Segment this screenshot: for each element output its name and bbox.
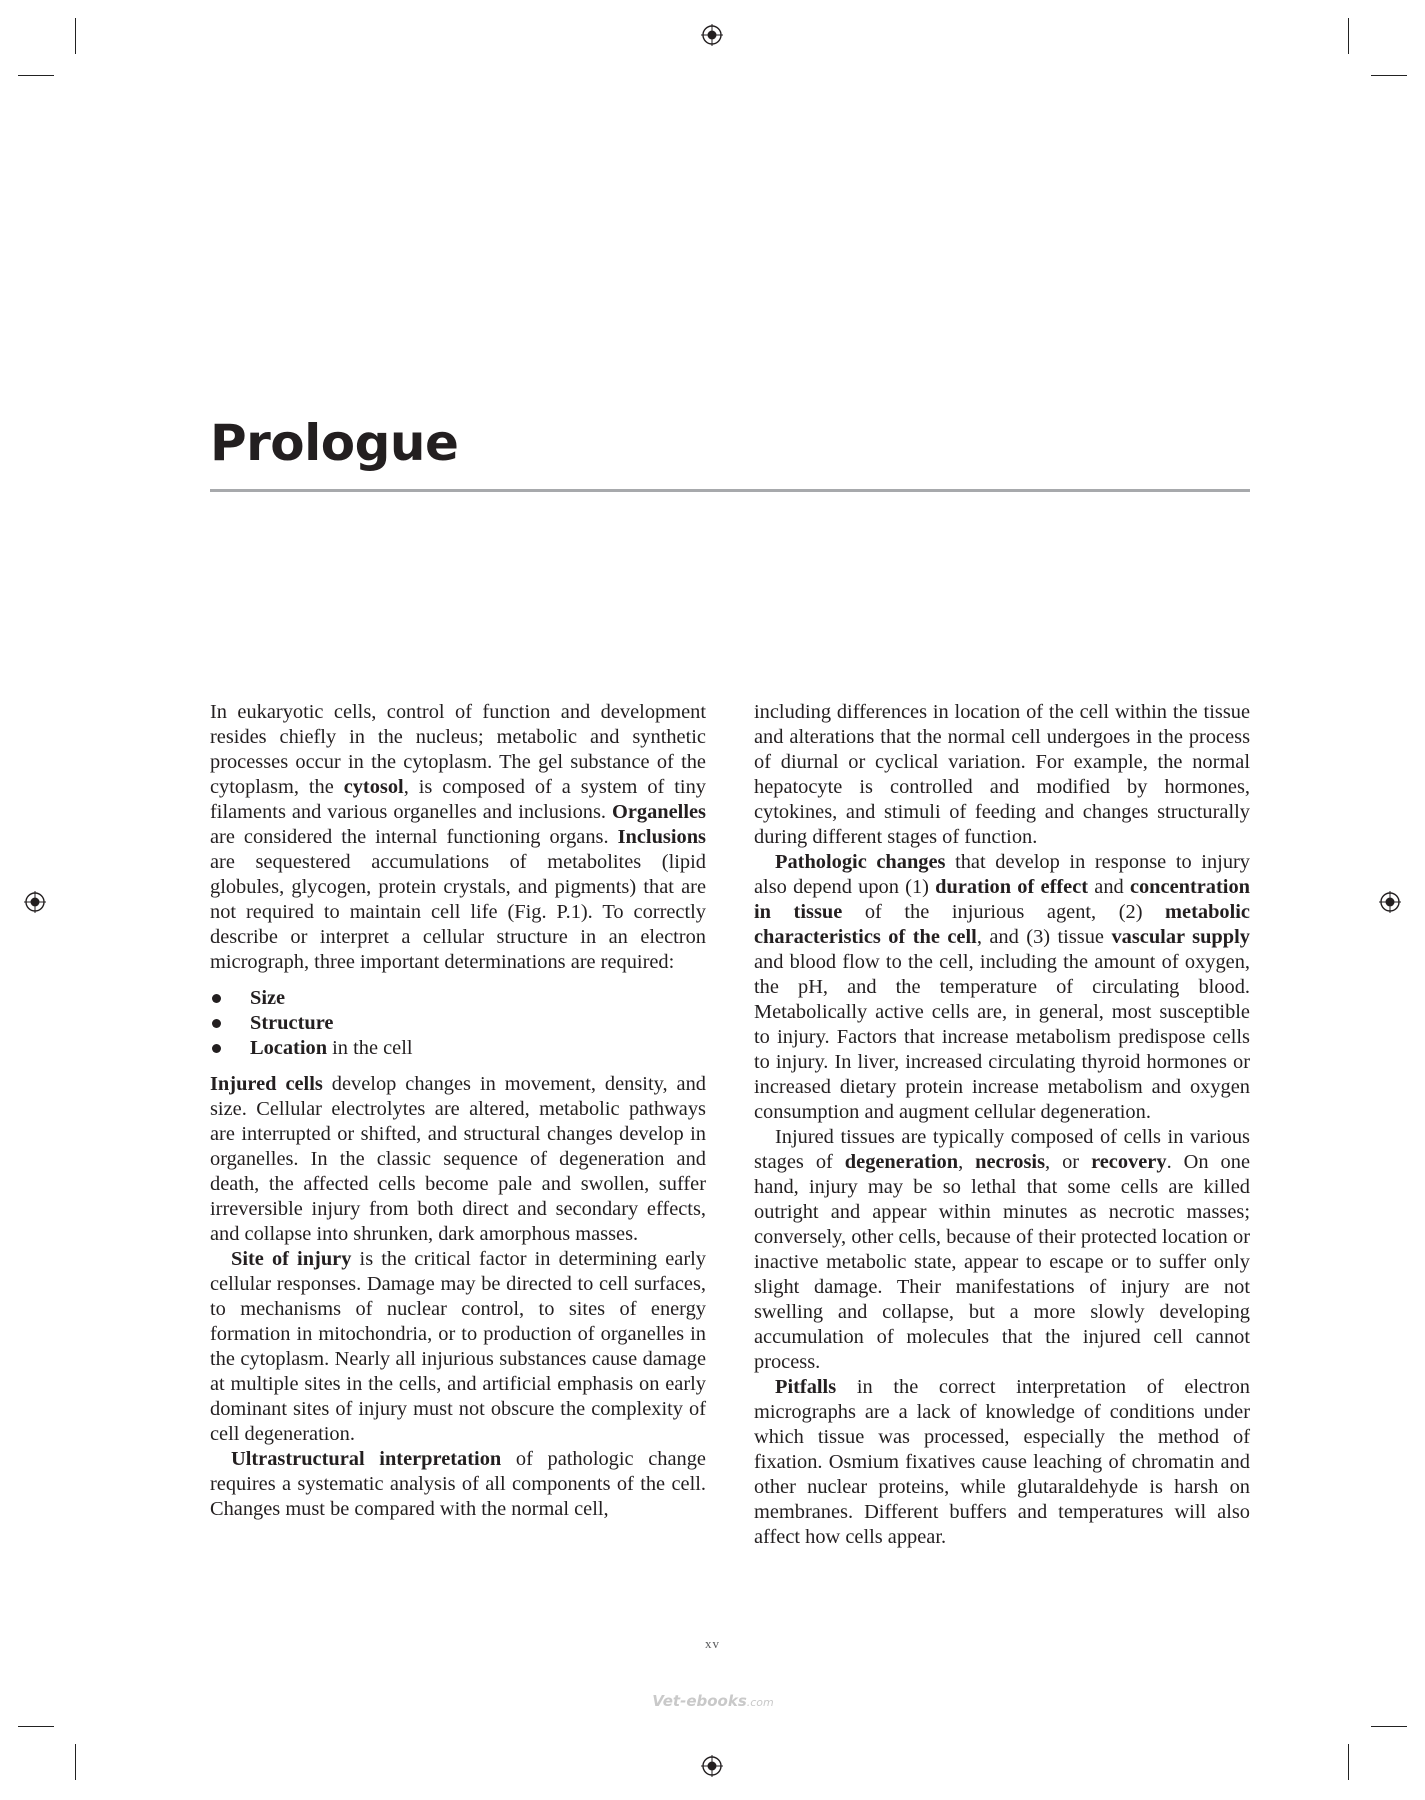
left-column bbox=[210, 700, 706, 1522]
watermark bbox=[648, 1692, 778, 1710]
bullet-icon bbox=[212, 1019, 221, 1028]
registration-mark-right-icon bbox=[1379, 891, 1401, 913]
bold-term: Inclusions bbox=[617, 826, 706, 848]
page-title: Prologue bbox=[210, 414, 459, 472]
bullet-icon bbox=[212, 994, 221, 1003]
text-run: is the critical factor in determining early cellular responses. Damage may be directed to cell surfaces, to mechanisms of nuclear control, to sites of energy formation in mitochondria, or to production of organelles in the cytoplasm. Nearly all injurious substances cause damage at multiple sites in the cells, and artificial emphasis on early dominant sites of injury must not obscure the complexity of cell degeneration. bbox=[210, 1248, 706, 1445]
text-run: , is composed of a system of tiny filaments and various organelles and inclusions. bbox=[210, 776, 706, 823]
bold-term: Ultrastructural interpretation bbox=[231, 1448, 502, 1470]
text-run: of pathologic change requires a systematic analysis of all components of the cell. Changes must be compared with the normal cell, bbox=[210, 1448, 706, 1520]
paragraph-injured-cells bbox=[210, 1072, 706, 1247]
text-run: , or bbox=[1045, 1151, 1092, 1173]
bold-term: recovery bbox=[1091, 1151, 1167, 1173]
right-column bbox=[754, 700, 1250, 1550]
crop-mark-bottom-left bbox=[75, 1744, 76, 1780]
bold-term: Pathologic changes bbox=[775, 851, 946, 873]
crop-mark-top-right-horizontal bbox=[1371, 75, 1407, 76]
paragraph-injured-tissues bbox=[754, 1125, 1250, 1375]
paragraph-pitfalls bbox=[754, 1375, 1250, 1550]
watermark-suffix: .com bbox=[746, 1696, 774, 1709]
text-run: In eukaryotic cells, control of function and development resides chiefly in the nucleus; metabolic and synthetic processes occur in the cytoplasm. The gel substance of the cytoplasm, the bbox=[210, 701, 706, 798]
determinations-list bbox=[210, 986, 706, 1061]
crop-mark-bottom-left-horizontal bbox=[18, 1726, 54, 1727]
text-run: , and (3) tissue bbox=[976, 926, 1112, 948]
title-rule bbox=[210, 489, 1250, 492]
text-run: in the correct interpretation of electron micrographs are a lack of knowledge of conditions under which tissue was processed, especially the method of fixation. Osmium fixatives cause leaching of chromatin and other nuclear proteins, while glutaraldehyde is harsh on membranes. Different buffers and temperatures will also affect how cells appear. bbox=[754, 1376, 1250, 1548]
bold-term: cytosol bbox=[343, 776, 404, 798]
paragraph-ultrastructural bbox=[210, 1447, 706, 1522]
text-run: are considered the internal functioning organs. bbox=[210, 826, 618, 848]
text-run: and bbox=[1088, 876, 1130, 898]
bold-term: Size bbox=[250, 987, 286, 1009]
crop-mark-top-left bbox=[75, 18, 76, 54]
text-run: develop changes in movement, density, and size. Cellular electrolytes are altered, metabolic pathways are interrupted or shifted, and structural changes develop in organelles. In the classic sequence of degeneration and death, the affected cells become pale and swollen, suffer irreversible injury from both direct and secondary effects, and collapse into shrunken, dark amorphous masses. bbox=[210, 1073, 707, 1245]
text-run: including differences in location of the cell within the tissue and alterations that the normal cell undergoes in the process of diurnal or cyclical variation. For example, the normal hepatocyte is controlled and modified by hormones, cytokines, and stimuli of feeding and changes structurally during different stages of function. bbox=[754, 701, 1250, 848]
crop-mark-bottom-right bbox=[1348, 1744, 1349, 1780]
bold-term: vascular supply bbox=[1111, 926, 1250, 948]
paragraph-site-of-injury bbox=[210, 1247, 706, 1447]
bold-term: Pitfalls bbox=[775, 1376, 837, 1398]
crop-mark-bottom-right-horizontal bbox=[1371, 1726, 1407, 1727]
text-run: , bbox=[958, 1151, 976, 1173]
list-item bbox=[210, 1011, 706, 1036]
bullet-icon bbox=[212, 1044, 221, 1053]
text-run: of the injurious agent, (2) bbox=[842, 901, 1166, 923]
bold-term: concentration in tissue bbox=[754, 876, 1250, 923]
bold-term: Location bbox=[250, 1037, 328, 1059]
text-run: are sequestered accumulations of metabolites (lipid globules, glycogen, protein crystals, and pigments) that are not required to maintain cell life (Fig. P.1). To correctly describe or interpret a cellular structure in an electron micrograph, three important determinations are required: bbox=[210, 851, 706, 973]
bold-term: necrosis bbox=[975, 1151, 1046, 1173]
bold-term: degeneration bbox=[844, 1151, 959, 1173]
text-run: . On one hand, injury may be so lethal that some cells are killed outright and appear within minutes as necrotic masses; conversely, other cells, because of their protected location or inactive metabolic state, appear to escape or to suffer only slight damage. Their manifestations of injury are not swelling and collapse, but a more slowly developing accumulation of molecules that the injured cell cannot process. bbox=[754, 1151, 1250, 1373]
list-item bbox=[210, 986, 706, 1011]
watermark-brand: Vet-ebooks bbox=[652, 1692, 747, 1710]
paragraph-intro bbox=[210, 700, 706, 975]
paragraph-continuation bbox=[754, 700, 1250, 850]
bold-term: Site of injury bbox=[231, 1248, 352, 1270]
paragraph-pathologic-changes bbox=[754, 850, 1250, 1125]
registration-mark-bottom-icon bbox=[701, 1755, 723, 1777]
registration-mark-left-icon bbox=[24, 891, 46, 913]
bold-term: Injured cells bbox=[210, 1073, 323, 1095]
text-run: that develop in response to injury also depend upon (1) bbox=[754, 851, 1251, 898]
page-number: xv bbox=[705, 1636, 720, 1651]
bold-term: metabolic characteristics of the cell bbox=[754, 901, 1250, 948]
text-run: in the cell bbox=[327, 1037, 413, 1059]
registration-mark-top-icon bbox=[701, 24, 723, 46]
text-run: and blood flow to the cell, including the amount of oxygen, the pH, and the temperature of circulating blood. Metabolically active cells are, in general, most susceptible to injury. Factors that increase metabolism predispose cells to injury. In liver, increased circulating thyroid hormones or increased dietary protein increase metabolism and oxygen consumption and augment cellular degeneration. bbox=[754, 951, 1250, 1123]
bold-term: duration of effect bbox=[935, 876, 1089, 898]
crop-mark-top-left-horizontal bbox=[18, 75, 54, 76]
list-item bbox=[210, 1036, 706, 1061]
text-run: Injured tissues are typically composed of cells in various stages of bbox=[754, 1126, 1250, 1173]
bold-term: Structure bbox=[250, 1012, 334, 1034]
crop-mark-top-right bbox=[1348, 18, 1349, 54]
bold-term: Organelles bbox=[611, 801, 706, 823]
